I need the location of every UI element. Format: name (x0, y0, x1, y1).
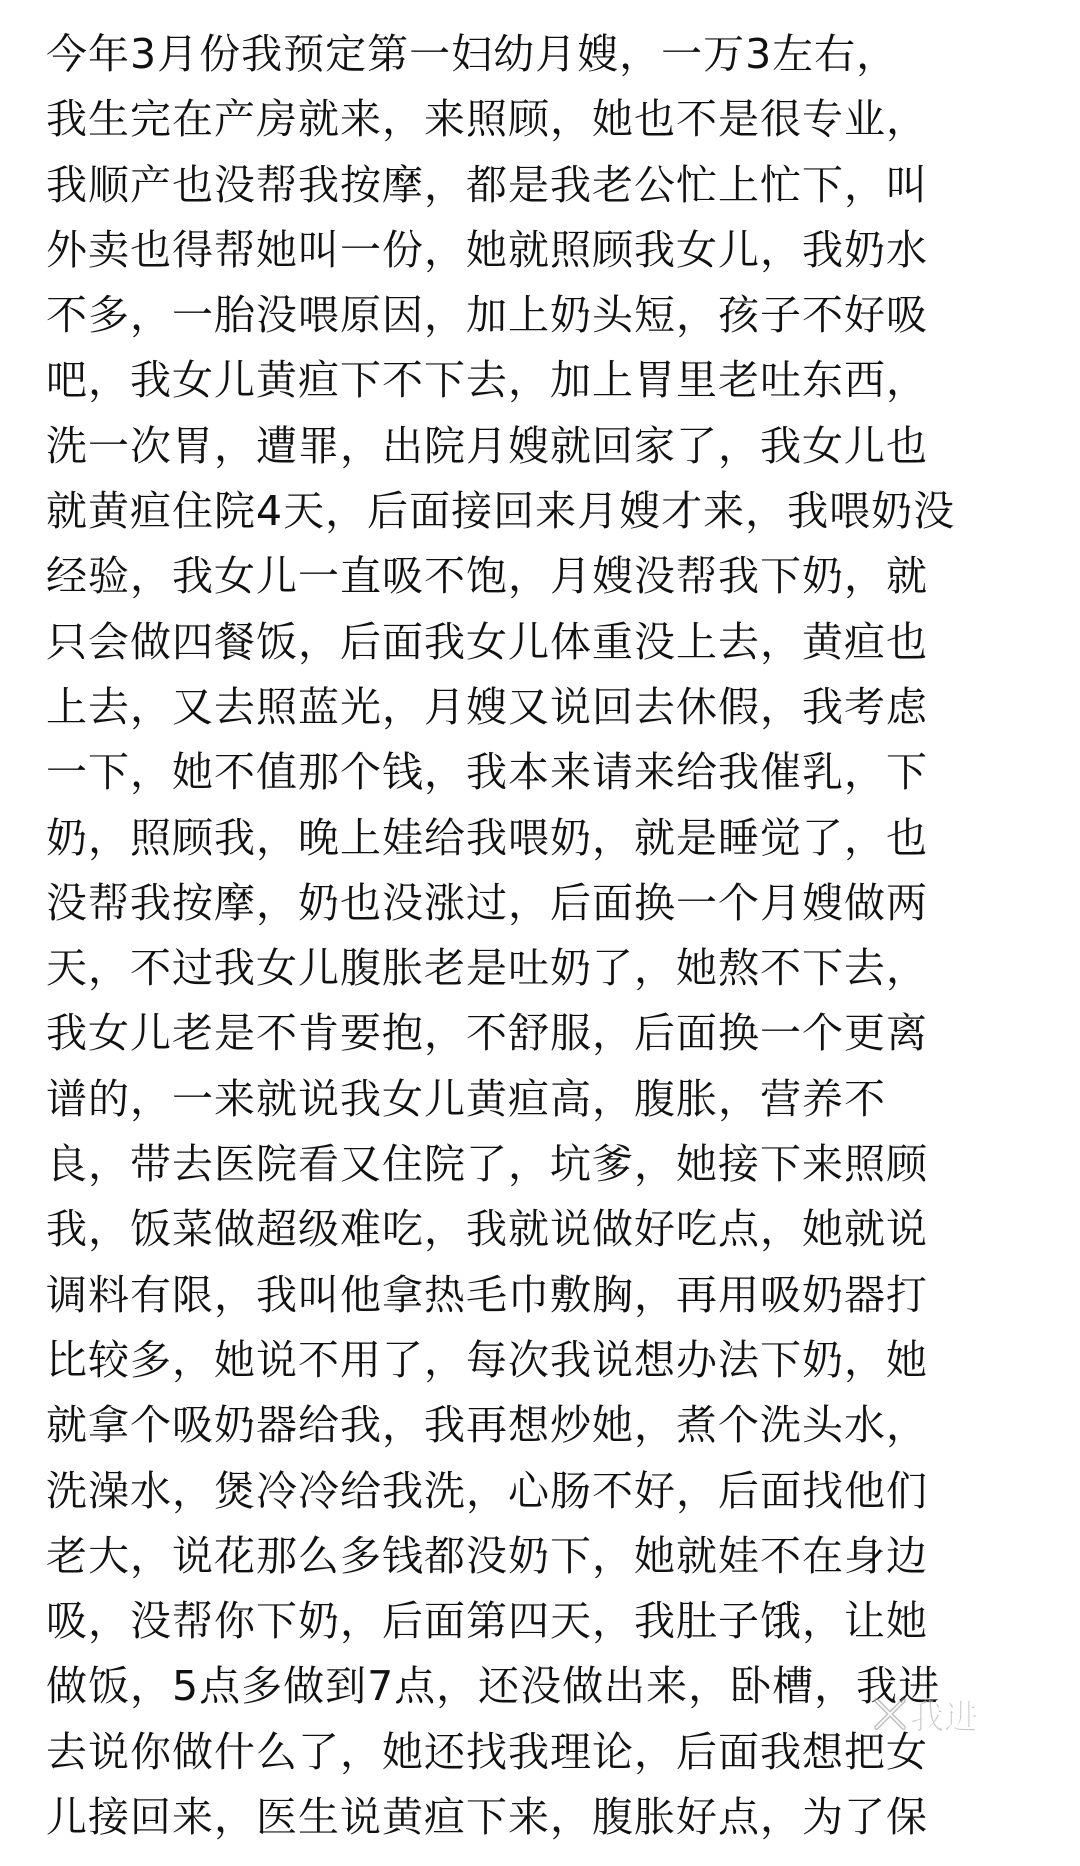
post-text-line: 奶，照顾我，晚上娃给我喂奶，就是睡觉了，也 (46, 813, 928, 862)
post-text-line: 天，不过我女儿腹胀老是吐奶了，她熬不下去， (46, 944, 928, 993)
post-text-line: 就黄疸住院4天，后面接回来月嫂才来，我喂奶没 (46, 487, 956, 536)
post-text-line: 吸，没帮你下奶，后面第四天，我肚子饿，让她 (46, 1597, 928, 1646)
post-text-line: 良，带去医院看又住院了，坑爹，她接下来照顾 (46, 1140, 928, 1189)
post-text-line: 我女儿老是不肯要抱，不舒服，后面换一个更离 (46, 1009, 928, 1058)
post-text-line: 我生完在产房就来，来照顾，她也不是很专业， (46, 95, 928, 144)
post-text-line: 比较多，她说不用了，每次我说想办法下奶，她 (46, 1335, 928, 1384)
post-text-line: 上去，又去照蓝光，月嫂又说回去休假，我考虑 (46, 682, 928, 731)
post-text-line: 洗澡水，煲冷冷给我洗，心肠不好，后面找他们 (46, 1466, 928, 1515)
post-text-line: 老大，说花那么多钱都没奶下，她就娃不在身边 (46, 1531, 928, 1580)
post-text-line: 一下，她不值那个钱，我本来请来给我催乳，下 (46, 748, 928, 797)
post-text-line: 没帮我按摩，奶也没涨过，后面换一个月嫂做两 (46, 878, 928, 927)
post-text-line: 谱的，一来就说我女儿黄疸高，腹胀，营养不 (46, 1074, 886, 1123)
post-text-line: 今年3月份我预定第一妇幼月嫂，一万3左右， (46, 30, 899, 78)
watermark-text: 我进 (910, 1697, 978, 1738)
post-text-line: 去说你做什么了，她还找我理论，后面我想把女 (46, 1727, 928, 1776)
post-text-line: 吧，我女儿黄疸下不下去，加上胃里老吐东西， (46, 356, 928, 405)
post-text-line: 洗一次胃，遭罪，出院月嫂就回家了，我女儿也 (46, 421, 928, 470)
post-text-line: 经验，我女儿一直吸不饱，月嫂没帮我下奶，就 (46, 552, 928, 601)
post-text-line: 调料有限，我叫他拿热毛巾敷胸，再用吸奶器打 (46, 1270, 928, 1319)
post-text-line: 我，饭菜做超级难吃，我就说做好吃点，她就说 (46, 1205, 928, 1254)
post-text-line: 就拿个吸奶器给我，我再想炒她，煮个洗头水， (46, 1401, 928, 1450)
post-text-line: 做饭，5点多做到7点，还没做出来，卧槽，我进 (46, 1662, 941, 1711)
post-text-line: 外卖也得帮她叫一份，她就照顾我女儿，我奶水 (46, 225, 928, 274)
watermark (872, 1692, 978, 1736)
x-logo-icon (872, 1696, 908, 1732)
post-text-line: 不多，一胎没喂原因，加上奶头短，孩子不好吸 (46, 291, 928, 340)
post-text-line: 只会做四餐饭，后面我女儿体重没上去，黄疸也 (46, 617, 928, 666)
post-body (46, 22, 1056, 1850)
post-text-line: 我顺产也没帮我按摩，都是我老公忙上忙下，叫 (46, 160, 928, 209)
post-text-line: 儿接回来，医生说黄疸下来，腹胀好点，为了保 (46, 1793, 928, 1842)
